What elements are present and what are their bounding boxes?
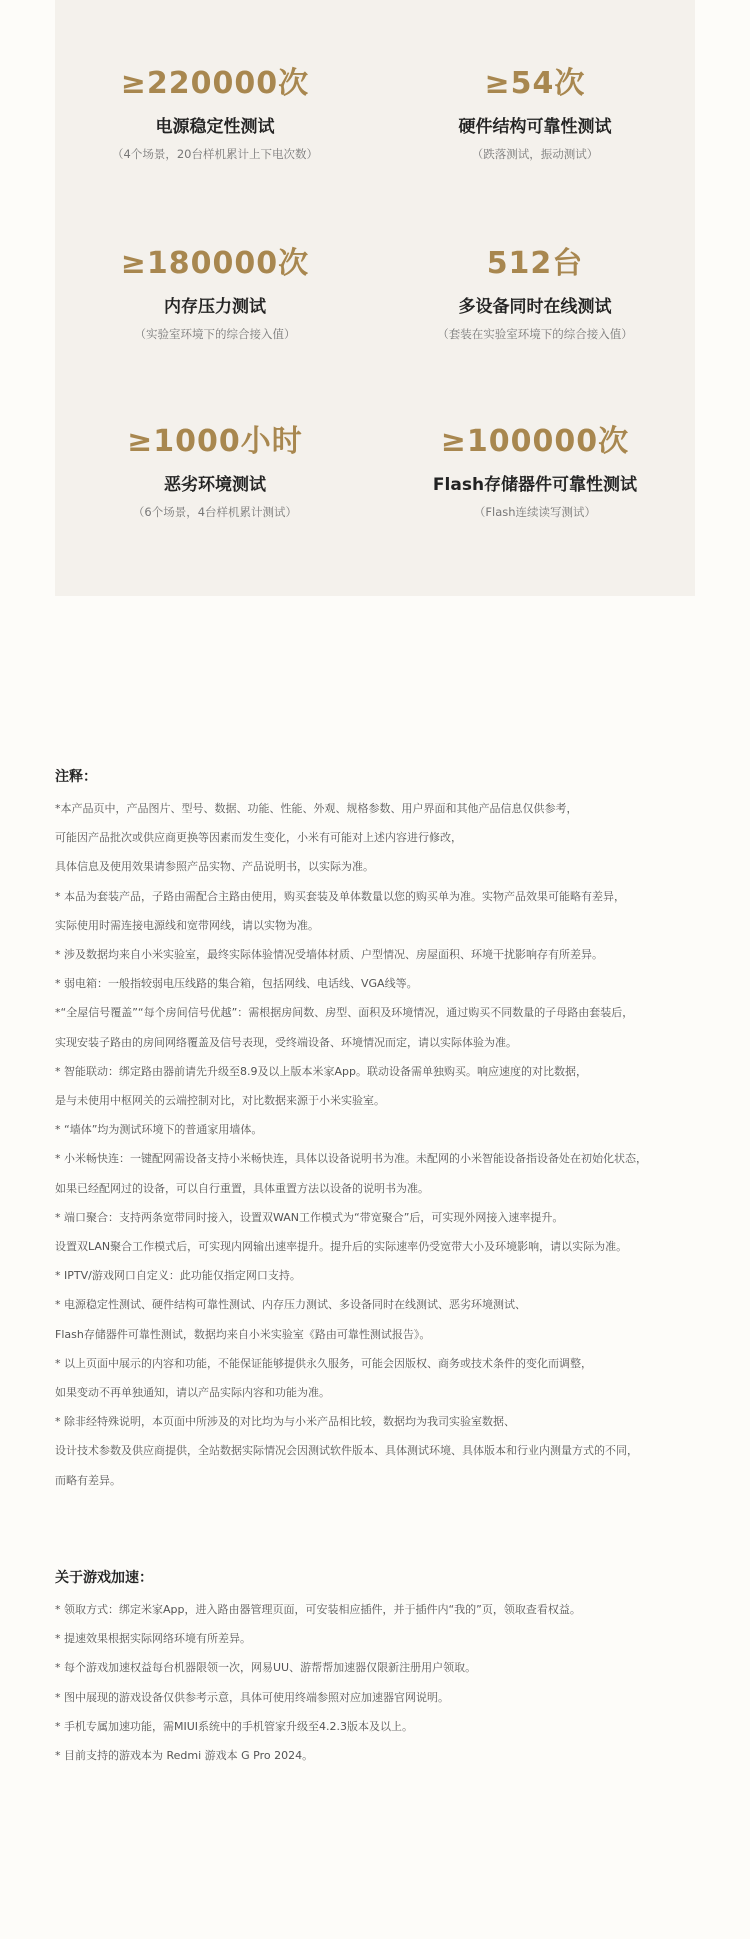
stat-label: 恶劣环境测试 [164, 475, 266, 495]
footnotes-section [55, 764, 715, 1495]
stat-note: （实验室环境下的综合接入值） [134, 327, 296, 341]
stat-label: 硬件结构可靠性测试 [458, 117, 612, 137]
game-note-line: * 图中展现的游戏设备仅供参考示意，具体可使用终端参照对应加速器官网说明。 [55, 1690, 449, 1704]
stat-label: 内存压力测试 [164, 297, 266, 317]
footnote-line: * 电源稳定性测试、硬件结构可靠性测试、内存压力测试、多设备同时在线测试、恶劣环境测试、 [55, 1298, 526, 1312]
footnote-line: * 涉及数据均来自小米实验室，最终实际体验情况受墙体材质、户型情况、房屋面积、环境干扰影响存有所差异。 [55, 948, 603, 962]
footnote-line: 如果变动不再单独通知，请以产品实际内容和功能为准。 [55, 1386, 330, 1400]
stat-note: （6个场景，4台样机累计测试） [132, 505, 298, 519]
stat-value: ≥54次 [484, 66, 586, 101]
stat-note: （跌落测试，振动测试） [471, 147, 599, 161]
footnote-line: 是与未使用中枢网关的云端控制对比，对比数据来源于小米实验室。 [55, 1094, 385, 1108]
stat-label: 电源稳定性测试 [155, 117, 275, 137]
footnote-line: *本产品页中，产品图片、型号、数据、功能、性能、外观、规格参数、用户界面和其他产品信息仅供参考， [55, 802, 578, 815]
footnote-line: * 小米畅快连：一键配网需设备支持小米畅快连，具体以设备说明书为准。未配网的小米智能设备指设备处在初始化状态， [55, 1152, 647, 1166]
stat-hardware-structure [375, 62, 695, 164]
footnote-line: 实现安装子路由的房间网络覆盖及信号表现，受终端设备、环境情况而定，请以实际体验为准。 [55, 1035, 517, 1049]
stat-label: Flash存储器件可靠性测试 [432, 475, 638, 495]
footnote-line: * 除非经特殊说明，本页面中所涉及的对比均为与小米产品相比较，数据均为我司实验室数据、 [55, 1415, 515, 1429]
stat-memory-pressure [55, 242, 375, 344]
stat-value: 512台 [486, 246, 584, 281]
stat-multi-device [375, 242, 695, 344]
stat-value: ≥100000次 [440, 424, 630, 459]
stat-power-stability [55, 62, 375, 164]
game-note-line: * 目前支持的游戏本为 Redmi 游戏本 G Pro 2024。 [55, 1749, 314, 1763]
footnote-line: * IPTV/游戏网口自定义：此功能仅指定网口支持。 [55, 1269, 301, 1283]
game-acceleration-title: 关于游戏加速： [55, 1570, 153, 1586]
test-stats-card [55, 0, 695, 596]
game-note-line: * 手机专属加速功能，需MIUI系统中的手机管家升级至4.2.3版本及以上。 [55, 1719, 414, 1733]
stat-value: ≥1000小时 [127, 424, 303, 459]
game-acceleration-section [55, 1565, 715, 1770]
stat-flash-reliability [375, 420, 695, 522]
footnote-line: * 本品为套装产品，子路由需配合主路由使用，购买套装及单体数量以您的购买单为准。实物产品效果可能略有差异， [55, 889, 625, 903]
footnote-line: 设置双LAN聚合工作模式后，可实现内网输出速率提升。提升后的实际速率仍受宽带大小及环境影响，请以实际为准。 [55, 1240, 628, 1254]
footnote-line: *“全屋信号覆盖”“每个房间信号优越”：需根据房间数、房型、面积及环境情况，通过购买不同数量的子母路由套装后， [55, 1006, 634, 1020]
game-note-line: * 领取方式：绑定米家App，进入路由器管理页面，可安装相应插件，并于插件内“我的”页，领取查看权益。 [55, 1603, 581, 1616]
footnote-line: * 端口聚合：支持两条宽带同时接入，设置双WAN工作模式为“带宽聚合”后，可实现外网接入速率提升。 [55, 1210, 564, 1224]
footnote-line: * 弱电箱：一般指较弱电压线路的集合箱，包括网线、电话线、VGA线等。 [55, 977, 418, 991]
footnote-line: * 智能联动：绑定路由器前请先升级至8.9及以上版本米家App。联动设备需单独购买。响应速度的对比数据， [55, 1064, 587, 1078]
footnote-line: * “墙体”均为测试环境下的普通家用墙体。 [55, 1123, 263, 1137]
stat-note: （套装在实验室环境下的综合接入值） [437, 327, 633, 341]
footnote-line: 实际使用时需连接电源线和宽带网线，请以实物为准。 [55, 918, 319, 932]
stat-value: ≥180000次 [120, 246, 310, 281]
footnote-line: 具体信息及使用效果请参照产品实物、产品说明书，以实际为准。 [55, 860, 374, 874]
footnote-line: Flash存储器件可靠性测试，数据均来自小米实验室《路由可靠性测试报告》。 [55, 1327, 431, 1341]
stat-harsh-environment [55, 420, 375, 522]
footnotes-title: 注释： [55, 769, 97, 785]
footnote-line: 如果已经配网过的设备，可以自行重置，具体重置方法以设备的说明书为准。 [55, 1181, 429, 1195]
stat-note: （4个场景，20台样机累计上下电次数） [112, 147, 318, 161]
game-note-line: * 每个游戏加速权益每台机器限领一次，网易UU、游帮帮加速器仅限新注册用户领取。 [55, 1661, 477, 1675]
stat-note: （Flash连续读写测试） [473, 505, 597, 519]
footnote-line: 设计技术参数及供应商提供，全站数据实际情况会因测试软件版本、具体测试环境、具体版本和行业内测量方式的不同， [55, 1444, 638, 1458]
footnote-line: * 以上页面中展示的内容和功能，不能保证能够提供永久服务，可能会因版权、商务或技术条件的变化而调整， [55, 1356, 592, 1370]
stat-label: 多设备同时在线测试 [458, 297, 612, 317]
game-note-line: * 提速效果根据实际网络环境有所差异。 [55, 1632, 251, 1646]
footnote-line: 而略有差异。 [55, 1473, 121, 1487]
stat-value: ≥220000次 [120, 66, 310, 101]
footnote-line: 可能因产品批次或供应商更换等因素而发生变化，小米有可能对上述内容进行修改， [55, 831, 462, 845]
